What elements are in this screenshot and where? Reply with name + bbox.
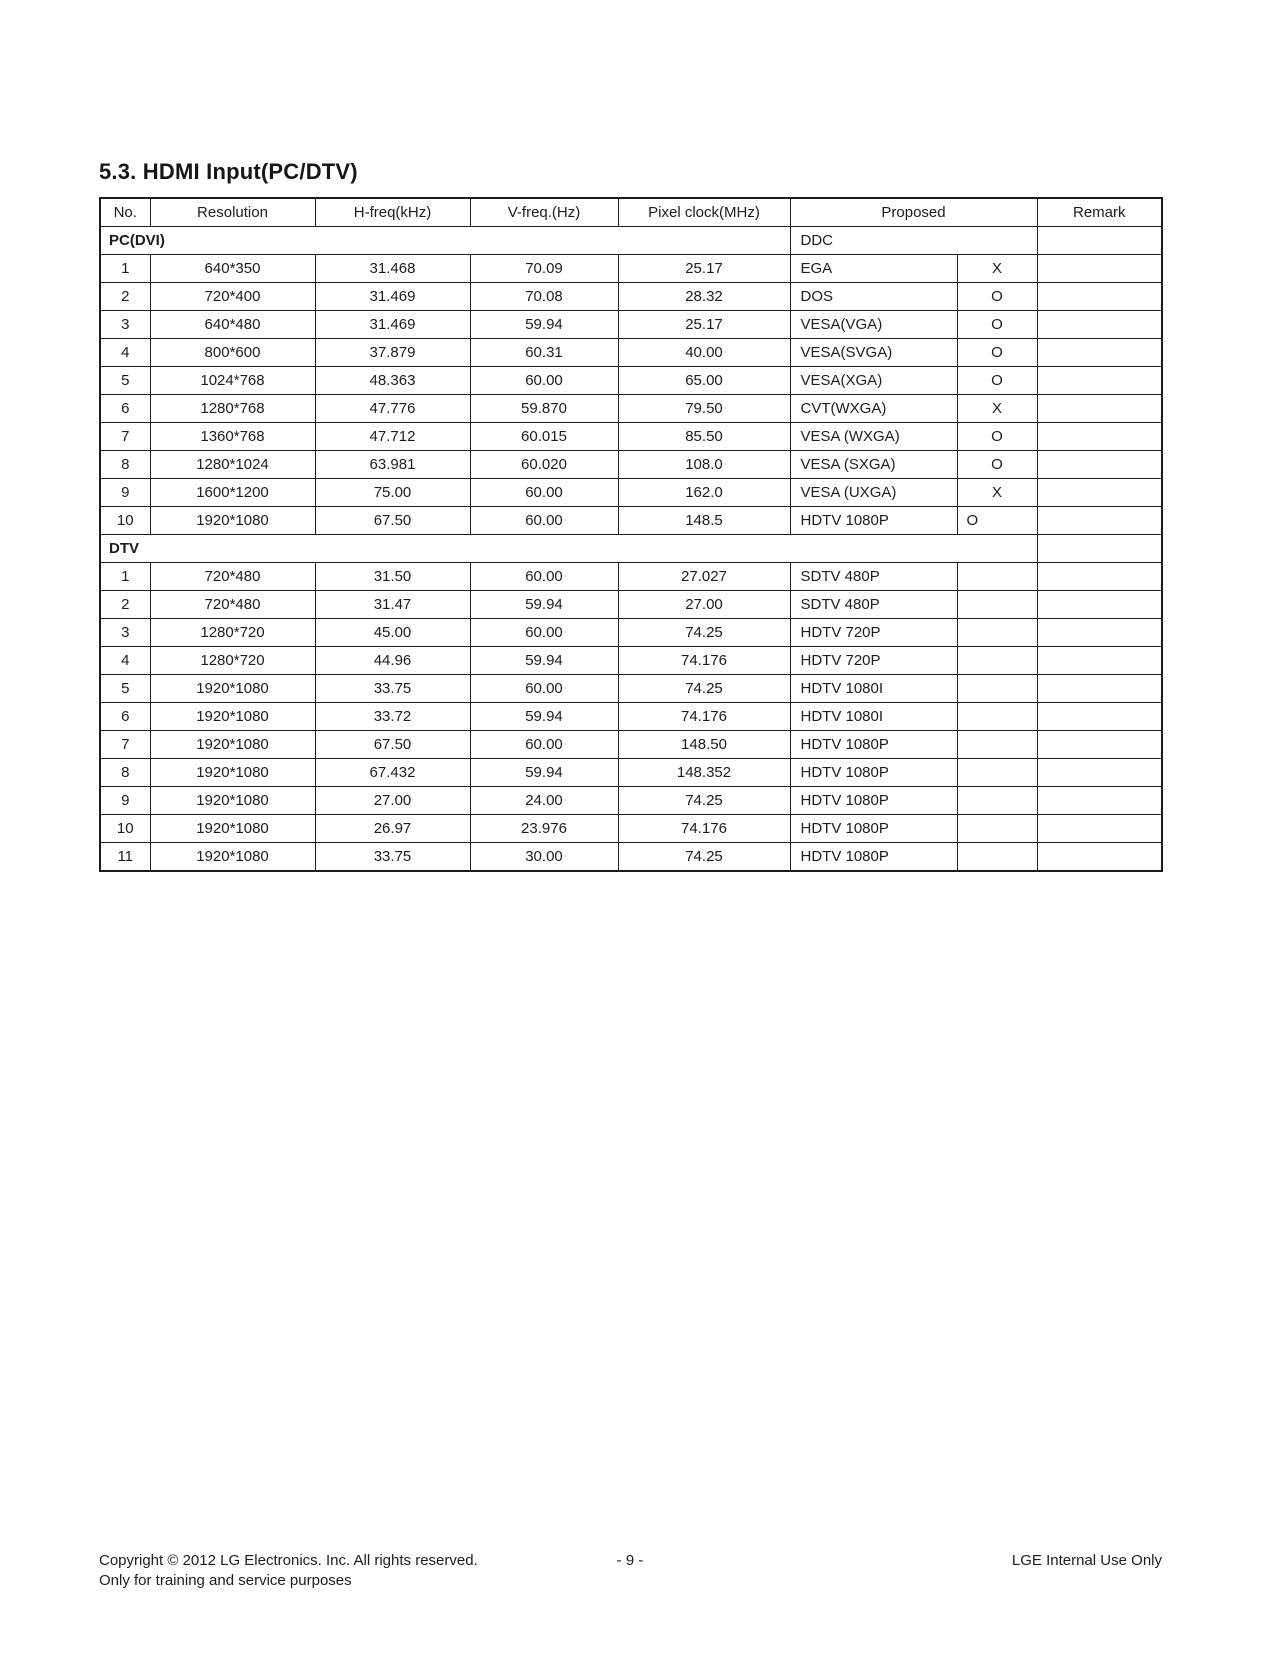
cell-h-freq: 31.469 — [315, 311, 470, 339]
cell-v-freq: 24.00 — [470, 787, 618, 815]
cell-h-freq: 45.00 — [315, 619, 470, 647]
cell-remark — [1037, 759, 1162, 787]
cell-h-freq: 33.75 — [315, 675, 470, 703]
cell-h-freq: 67.50 — [315, 507, 470, 535]
cell-v-freq: 59.870 — [470, 395, 618, 423]
cell-v-freq: 60.00 — [470, 479, 618, 507]
cell-resolution: 1280*720 — [150, 619, 315, 647]
cell-no: 6 — [100, 703, 150, 731]
table-row — [100, 731, 1162, 759]
cell-pixel-clock: 40.00 — [618, 339, 790, 367]
cell-mark — [957, 591, 1037, 619]
cell-resolution: 720*400 — [150, 283, 315, 311]
cell-no: 2 — [100, 591, 150, 619]
table-row — [100, 591, 1162, 619]
cell-proposed: CVT(WXGA) — [790, 395, 957, 423]
cell-resolution: 720*480 — [150, 591, 315, 619]
table-row — [100, 479, 1162, 507]
cell-resolution: 640*480 — [150, 311, 315, 339]
cell-proposed: VESA (WXGA) — [790, 423, 957, 451]
cell-v-freq: 60.020 — [470, 451, 618, 479]
cell-proposed: VESA (SXGA) — [790, 451, 957, 479]
cell-v-freq: 70.09 — [470, 255, 618, 283]
table-row — [100, 507, 1162, 535]
cell-no: 4 — [100, 339, 150, 367]
cell-v-freq: 59.94 — [470, 703, 618, 731]
cell-resolution: 1280*768 — [150, 395, 315, 423]
cell-v-freq: 59.94 — [470, 647, 618, 675]
cell-mark: O — [957, 339, 1037, 367]
column-header-remark: Remark — [1037, 198, 1162, 227]
cell-resolution: 720*480 — [150, 563, 315, 591]
cell-h-freq: 63.981 — [315, 451, 470, 479]
cell-pixel-clock: 74.25 — [618, 843, 790, 872]
cell-resolution: 1920*1080 — [150, 703, 315, 731]
cell-v-freq: 60.00 — [470, 563, 618, 591]
cell-pixel-clock: 148.352 — [618, 759, 790, 787]
cell-no: 7 — [100, 731, 150, 759]
cell-h-freq: 75.00 — [315, 479, 470, 507]
cell-no: 10 — [100, 507, 150, 535]
page-title: 5.3. HDMI Input(PC/DTV) — [99, 159, 358, 184]
cell-no: 10 — [100, 815, 150, 843]
cell-mark: O — [957, 423, 1037, 451]
cell-pixel-clock: 28.32 — [618, 283, 790, 311]
cell-v-freq: 59.94 — [470, 591, 618, 619]
cell-mark: O — [957, 507, 1037, 535]
cell-proposed: HDTV 720P — [790, 647, 957, 675]
cell-remark — [1037, 311, 1162, 339]
table-row — [100, 339, 1162, 367]
table-row — [100, 283, 1162, 311]
cell-pixel-clock: 85.50 — [618, 423, 790, 451]
cell-no: 11 — [100, 843, 150, 872]
header-row — [100, 198, 1162, 227]
cell-resolution: 1920*1080 — [150, 675, 315, 703]
cell-h-freq: 33.72 — [315, 703, 470, 731]
cell-mark — [957, 787, 1037, 815]
cell-no: 6 — [100, 395, 150, 423]
cell-h-freq: 33.75 — [315, 843, 470, 872]
cell-resolution: 1920*1080 — [150, 787, 315, 815]
column-header-resolution: Resolution — [150, 198, 315, 227]
cell-h-freq: 67.432 — [315, 759, 470, 787]
cell-remark — [1037, 815, 1162, 843]
cell-resolution: 1920*1080 — [150, 815, 315, 843]
page-number: - 9 - — [616, 1552, 644, 1569]
cell-resolution: 1024*768 — [150, 367, 315, 395]
table-row — [100, 563, 1162, 591]
cell-v-freq: 70.08 — [470, 283, 618, 311]
cell-no: 8 — [100, 759, 150, 787]
column-header-v-freq: V-freq.(Hz) — [470, 198, 618, 227]
cell-proposed: HDTV 1080I — [790, 675, 957, 703]
cell-proposed: HDTV 1080P — [790, 759, 957, 787]
section-note: DDC — [790, 227, 1037, 255]
table-row — [100, 395, 1162, 423]
table-row — [100, 787, 1162, 815]
spec-table-body — [100, 227, 1162, 872]
cell-resolution: 1920*1080 — [150, 507, 315, 535]
cell-v-freq: 60.00 — [470, 731, 618, 759]
cell-resolution: 1600*1200 — [150, 479, 315, 507]
table-row — [100, 619, 1162, 647]
cell-h-freq: 37.879 — [315, 339, 470, 367]
cell-v-freq: 60.00 — [470, 367, 618, 395]
cell-pixel-clock: 74.25 — [618, 675, 790, 703]
cell-h-freq: 67.50 — [315, 731, 470, 759]
cell-pixel-clock: 74.25 — [618, 787, 790, 815]
cell-proposed: SDTV 480P — [790, 591, 957, 619]
cell-no: 9 — [100, 787, 150, 815]
table-row — [100, 255, 1162, 283]
cell-remark — [1037, 227, 1162, 255]
cell-mark — [957, 675, 1037, 703]
cell-pixel-clock: 108.0 — [618, 451, 790, 479]
table-row — [100, 311, 1162, 339]
cell-h-freq: 31.47 — [315, 591, 470, 619]
cell-mark — [957, 647, 1037, 675]
cell-no: 1 — [100, 255, 150, 283]
cell-pixel-clock: 79.50 — [618, 395, 790, 423]
footer-copyright-line2: Only for training and service purposes — [99, 1572, 352, 1589]
cell-resolution: 1360*768 — [150, 423, 315, 451]
column-header-pixel-clock: Pixel clock(MHz) — [618, 198, 790, 227]
cell-no: 9 — [100, 479, 150, 507]
cell-resolution: 1280*720 — [150, 647, 315, 675]
cell-v-freq: 60.31 — [470, 339, 618, 367]
cell-remark — [1037, 283, 1162, 311]
cell-mark — [957, 731, 1037, 759]
footer-copyright — [99, 1551, 478, 1591]
cell-proposed: HDTV 720P — [790, 619, 957, 647]
cell-proposed: HDTV 1080P — [790, 843, 957, 872]
cell-resolution: 1920*1080 — [150, 843, 315, 872]
cell-proposed: VESA(VGA) — [790, 311, 957, 339]
cell-no: 1 — [100, 563, 150, 591]
cell-mark: X — [957, 395, 1037, 423]
cell-mark: O — [957, 451, 1037, 479]
section-header-row — [100, 535, 1162, 563]
cell-mark: X — [957, 479, 1037, 507]
cell-proposed: HDTV 1080P — [790, 507, 957, 535]
cell-mark — [957, 815, 1037, 843]
cell-mark: O — [957, 367, 1037, 395]
cell-remark — [1037, 535, 1162, 563]
cell-remark — [1037, 591, 1162, 619]
section-label: DTV — [100, 535, 1037, 563]
cell-pixel-clock: 148.50 — [618, 731, 790, 759]
cell-v-freq: 30.00 — [470, 843, 618, 872]
cell-h-freq: 47.776 — [315, 395, 470, 423]
cell-remark — [1037, 507, 1162, 535]
cell-pixel-clock: 74.176 — [618, 703, 790, 731]
cell-mark: X — [957, 255, 1037, 283]
cell-remark — [1037, 619, 1162, 647]
cell-remark — [1037, 451, 1162, 479]
cell-mark: O — [957, 311, 1037, 339]
cell-remark — [1037, 703, 1162, 731]
column-header-no: No. — [100, 198, 150, 227]
cell-resolution: 640*350 — [150, 255, 315, 283]
page-content — [99, 158, 1162, 872]
cell-mark: O — [957, 283, 1037, 311]
cell-proposed: HDTV 1080I — [790, 703, 957, 731]
cell-h-freq: 27.00 — [315, 787, 470, 815]
section-label: PC(DVI) — [100, 227, 790, 255]
cell-v-freq: 59.94 — [470, 311, 618, 339]
cell-mark — [957, 843, 1037, 872]
cell-proposed: HDTV 1080P — [790, 731, 957, 759]
cell-resolution: 1920*1080 — [150, 759, 315, 787]
cell-resolution: 800*600 — [150, 339, 315, 367]
cell-no: 7 — [100, 423, 150, 451]
cell-proposed: DOS — [790, 283, 957, 311]
cell-v-freq: 59.94 — [470, 759, 618, 787]
cell-remark — [1037, 367, 1162, 395]
cell-v-freq: 60.00 — [470, 675, 618, 703]
table-row — [100, 815, 1162, 843]
cell-h-freq: 47.712 — [315, 423, 470, 451]
cell-v-freq: 23.976 — [470, 815, 618, 843]
cell-no: 5 — [100, 675, 150, 703]
table-row — [100, 843, 1162, 872]
table-row — [100, 367, 1162, 395]
cell-remark — [1037, 675, 1162, 703]
table-row — [100, 423, 1162, 451]
cell-remark — [1037, 255, 1162, 283]
cell-h-freq: 31.50 — [315, 563, 470, 591]
cell-pixel-clock: 25.17 — [618, 255, 790, 283]
cell-remark — [1037, 731, 1162, 759]
cell-h-freq: 44.96 — [315, 647, 470, 675]
cell-remark — [1037, 787, 1162, 815]
cell-remark — [1037, 339, 1162, 367]
cell-proposed: SDTV 480P — [790, 563, 957, 591]
cell-no: 5 — [100, 367, 150, 395]
hdmi-input-spec-table — [99, 197, 1163, 872]
cell-mark — [957, 563, 1037, 591]
footer-copyright-line1: Copyright © 2012 LG Electronics. Inc. All rights reserved. — [99, 1552, 478, 1569]
cell-pixel-clock: 65.00 — [618, 367, 790, 395]
column-header-proposed: Proposed — [790, 198, 1037, 227]
cell-h-freq: 31.468 — [315, 255, 470, 283]
cell-no: 3 — [100, 619, 150, 647]
cell-pixel-clock: 27.00 — [618, 591, 790, 619]
cell-no: 3 — [100, 311, 150, 339]
cell-mark — [957, 703, 1037, 731]
cell-pixel-clock: 74.25 — [618, 619, 790, 647]
table-row — [100, 703, 1162, 731]
cell-proposed: VESA(XGA) — [790, 367, 957, 395]
cell-pixel-clock: 162.0 — [618, 479, 790, 507]
section-header-row — [100, 227, 1162, 255]
cell-v-freq: 60.00 — [470, 507, 618, 535]
table-row — [100, 451, 1162, 479]
cell-proposed: VESA(SVGA) — [790, 339, 957, 367]
cell-resolution: 1920*1080 — [150, 731, 315, 759]
column-header-h-freq: H-freq(kHz) — [315, 198, 470, 227]
cell-remark — [1037, 843, 1162, 872]
cell-v-freq: 60.015 — [470, 423, 618, 451]
cell-no: 2 — [100, 283, 150, 311]
cell-resolution: 1280*1024 — [150, 451, 315, 479]
cell-remark — [1037, 479, 1162, 507]
cell-remark — [1037, 423, 1162, 451]
cell-pixel-clock: 148.5 — [618, 507, 790, 535]
cell-pixel-clock: 74.176 — [618, 815, 790, 843]
cell-mark — [957, 619, 1037, 647]
cell-no: 4 — [100, 647, 150, 675]
cell-pixel-clock: 25.17 — [618, 311, 790, 339]
cell-proposed: HDTV 1080P — [790, 787, 957, 815]
cell-remark — [1037, 395, 1162, 423]
cell-h-freq: 26.97 — [315, 815, 470, 843]
cell-h-freq: 48.363 — [315, 367, 470, 395]
cell-pixel-clock: 74.176 — [618, 647, 790, 675]
footer-right-note: LGE Internal Use Only — [1011, 1552, 1162, 1569]
cell-no: 8 — [100, 451, 150, 479]
cell-pixel-clock: 27.027 — [618, 563, 790, 591]
cell-remark — [1037, 563, 1162, 591]
cell-proposed: VESA (UXGA) — [790, 479, 957, 507]
table-row — [100, 759, 1162, 787]
cell-mark — [957, 759, 1037, 787]
cell-remark — [1037, 647, 1162, 675]
cell-v-freq: 60.00 — [470, 619, 618, 647]
cell-proposed: HDTV 1080P — [790, 815, 957, 843]
cell-h-freq: 31.469 — [315, 283, 470, 311]
table-row — [100, 647, 1162, 675]
cell-proposed: EGA — [790, 255, 957, 283]
table-row — [100, 675, 1162, 703]
